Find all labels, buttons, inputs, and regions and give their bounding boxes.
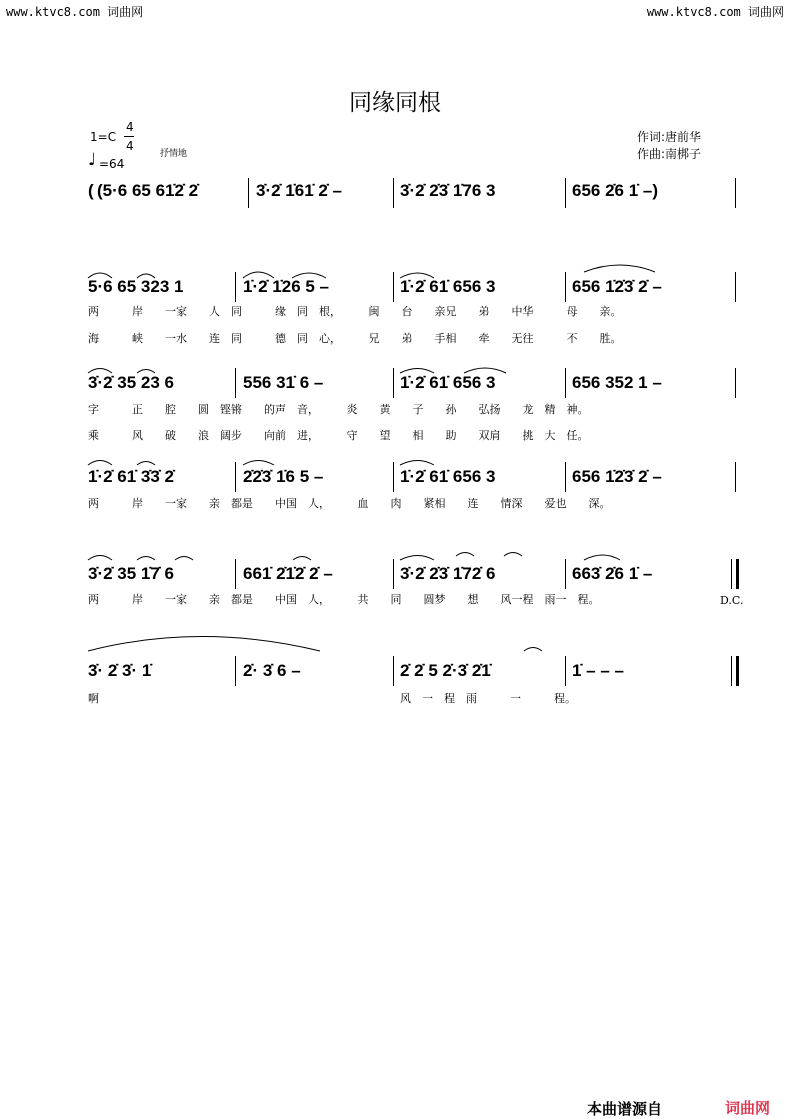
barline (393, 272, 394, 302)
final-barline-thick (736, 559, 739, 589)
line5-measure-1: 3̇· 2̇ 3̇· 1̇ (88, 661, 152, 680)
da-capo-marking: D.C. (720, 594, 744, 607)
expression-marking: 抒情地 (160, 149, 188, 159)
barline (565, 272, 566, 302)
intro-measure-1: (5·6 65 61̇2̇ 2̇ (97, 181, 199, 200)
barline (735, 178, 736, 208)
barline (393, 656, 394, 686)
line4-lyrics: 两 岸 一家 亲 都是 中国 人， 共 同 圆梦 想 风一程 雨一 程。 (88, 593, 600, 606)
intro-measure-2: 3̇·2̇ 1̇61̇ 2̇ – (256, 181, 343, 200)
final-barline-thin (731, 656, 732, 686)
line2-measure-4: 656 352 1 – (572, 373, 662, 392)
song-title: 同缘同根 (349, 90, 441, 116)
barline (565, 559, 566, 589)
barline (735, 368, 736, 398)
key-signature: 1=C (90, 130, 117, 144)
barline (735, 272, 736, 302)
final-barline-thick (736, 656, 739, 686)
line1-measure-4: 656 1̇2̇3̇ 2̇ – (572, 277, 662, 296)
line3-measure-1: 1̇·2̇ 61̇ 3̇3̇ 2̇ (88, 467, 175, 486)
final-barline-thin (731, 559, 732, 589)
barline (565, 462, 566, 492)
barline (235, 656, 236, 686)
line3-lyrics: 两 岸 一家 亲 都是 中国 人， 血 肉 紧相 连 情深 爱也 深。 (88, 497, 611, 510)
line5-measure-3: 2̇ 2̇ 5 2̇·3̇ 2̇1̇ (400, 661, 491, 680)
barline (393, 462, 394, 492)
line2-measure-2: 556 31̇ 6 – (243, 373, 324, 392)
line1-measure-3: 1̇·2̇ 61̇ 656 3 (400, 277, 496, 296)
line4-measure-1: 3̇·2̇ 35 1̇7̇ 6 (88, 564, 175, 583)
line1-measure-2: 1̇·2̇ 1̇26 5 – (243, 277, 330, 296)
header-watermark-left: www.ktvc8.com 词曲网 (6, 5, 144, 19)
barline (235, 559, 236, 589)
time-signature-top: 4 (126, 120, 134, 134)
line3-measure-2: 2̇2̇3̇ 1̇6 5 – (243, 467, 324, 486)
line2-lyrics-verse2: 乘 风 破 浪 阔步 向前 进， 守 望 相 助 双肩 挑 大 任。 (88, 429, 589, 442)
line5-measure-4: 1̇ – – – (572, 661, 624, 680)
barline (235, 272, 236, 302)
barline (565, 178, 566, 208)
tempo-marking: =64 (99, 157, 125, 171)
line4-measure-4: 663̇ 2̇6 1̇ – (572, 564, 653, 583)
line2-lyrics-verse1: 字 正 腔 圆 铿锵 的声 音， 炎 黄 子 孙 弘扬 龙 精 神。 (88, 403, 589, 416)
barline (248, 178, 249, 208)
intro-measure-3: 3̇·2̇ 2̇3̇ 1̇76 3 (400, 181, 496, 200)
footer-brand-logo[interactable]: 词曲网 (724, 1099, 770, 1117)
line4-measure-3: 3̇·2̇ 2̇3̇ 1̇72̇ 6 (400, 564, 496, 583)
line1-lyrics-verse1: 两 岸 一家 人 同 缘 同 根， 闽 台 亲兄 弟 中华 母 亲。 (88, 305, 622, 318)
barline (393, 178, 394, 208)
barline (235, 462, 236, 492)
line5-lyrics-left: 啊 (88, 692, 99, 705)
line5-lyrics-right: 风 一 程 雨 一 程。 (400, 692, 576, 705)
line2-measure-3: 1̇·2̇ 61̇ 656 3 (400, 373, 496, 392)
lyricist-credit: 作词:唐前华 (637, 130, 702, 144)
line5-measure-2: 2̇· 3̇ 6 – (243, 661, 301, 680)
line1-measure-1: 5·6 65 323 1 (88, 277, 184, 296)
barline (735, 462, 736, 492)
line4-measure-2: 661̇ 2̇1̇2̇ 2̇ – (243, 564, 333, 583)
intro-measure-4: 656 2̇6 1̇ –) (572, 181, 659, 200)
footer-source-text: 本曲谱源自 (586, 1100, 662, 1118)
barline (393, 368, 394, 398)
line1-lyrics-verse2: 海 峡 一水 连 同 德 同 心， 兄 弟 手相 牵 无往 不 胜。 (88, 332, 622, 345)
line3-measure-4: 656 1̇2̇3̇ 2̇ – (572, 467, 662, 486)
barline (565, 656, 566, 686)
line2-measure-1: 3̇·2̇ 35 23 6 (88, 373, 175, 392)
intro-bracket-open: ( (88, 181, 94, 200)
header-watermark-right: www.ktvc8.com 词曲网 (646, 5, 784, 19)
barline (565, 368, 566, 398)
composer-credit: 作曲:南梆子 (637, 147, 702, 161)
quarter-note-icon: ♩ (88, 150, 97, 170)
time-signature-bottom: 4 (126, 139, 134, 153)
barline (393, 559, 394, 589)
barline (235, 368, 236, 398)
line3-measure-3: 1̇·2̇ 61̇ 656 3 (400, 467, 496, 486)
